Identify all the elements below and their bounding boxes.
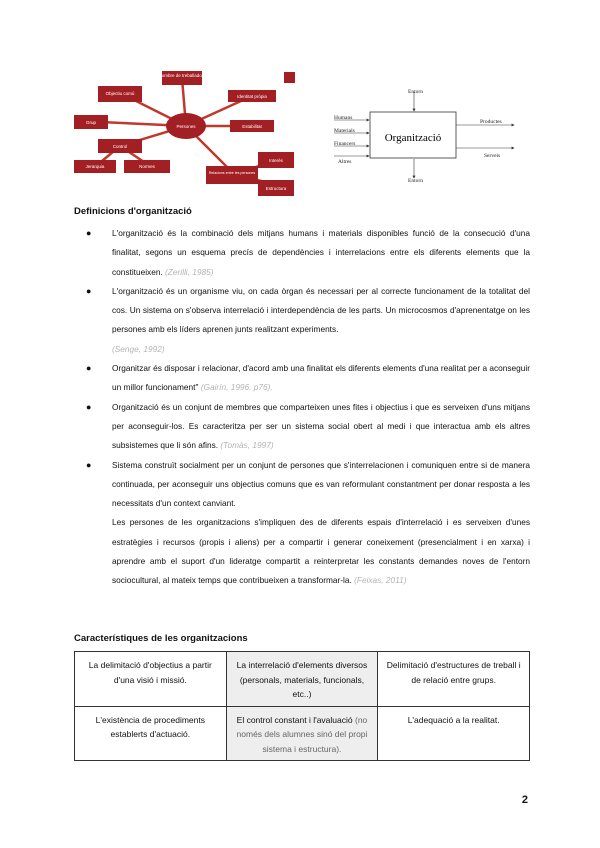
definitions-title: Definicions d'organització — [74, 206, 192, 217]
list-item — [74, 398, 530, 456]
page-number: 2 — [521, 794, 528, 806]
definition-text: Organitzar és disposar i relacionar, d'acord amb una finalitat els diferents elements d'una realitat per a aconseguir un millor funcionament" — [112, 363, 530, 393]
bullet-icon: ● — [86, 285, 92, 296]
list-item — [74, 224, 530, 282]
definition-text: Organització és un conjunt de membres que comparteixen unes fites i objectius i que es serveixen d'uns mitjans per aconseguir-los. Es caracteritza per ser un sistema social obert al medi i que interactua amb els altres subsistemes que li són afins. — [112, 401, 530, 451]
org-output-label: Serveis — [484, 153, 501, 159]
table-cell: La delimitació d'objectius a partir d'una visió i missió. — [75, 652, 227, 707]
mindmap-diagram — [62, 62, 298, 202]
organization-diagram — [328, 86, 520, 186]
organization-label: Organització — [384, 132, 442, 144]
table-cell: La interrelació d'elements diversos (personals, materials, funcionals, etc..) — [226, 652, 378, 707]
org-environment-label: Entorn — [408, 89, 423, 95]
mindmap-node-label: Estabilitat — [242, 124, 262, 129]
bullet-icon: ● — [86, 363, 92, 374]
characteristics-title: Característiques de les organitzacions — [74, 633, 248, 644]
definition-text: L'organització és un organisme viu, on cada òrgan és necessari per al correcte funcionament de la totalitat del cos. Un sistema on s'observa interrelació i interdependència de les parts. Un microcosmos d'aprenentatge on les persones amb els líders aprenen junts realitzant experiments. — [112, 285, 530, 335]
org-input-label: Humans — [334, 115, 353, 121]
mindmap-node-label: Nombre de treballadors — [158, 73, 206, 78]
org-output-label: Productes — [480, 119, 502, 125]
list-item — [74, 456, 530, 591]
mindmap-node-label: Grup — [85, 120, 97, 125]
list-item — [74, 359, 530, 398]
citation: (Zerilli, 1985) — [165, 266, 214, 277]
mindmap-node-label: Identitat pròpia — [237, 94, 267, 99]
mindmap-center-label: Persones — [176, 124, 196, 129]
table-row — [75, 652, 530, 707]
mindmap-node-label: Estructura — [265, 186, 287, 191]
table-cell: Delimitació d'estructures de treball i de relació entre grups. — [378, 652, 530, 707]
cell-note: (no només dels alumnes sinó del propi sistema i estructura). — [236, 714, 368, 754]
mindmap-node-label: Interès — [269, 158, 283, 163]
definition-text: Les persones de les organitzacions s'impliquen des de diferents espais d'interrelació i es serveixen d'unes estratègies i recursos (propis i aliens) per a compartir i generar coneixement (presencialment i en xarxa) i aprendre amb el suport d'un lideratge compartit a reinterpretar les constants demandes noves de l'entorn sociocultural, al mateix temps que contribueixen a transformar-la. — [112, 517, 530, 586]
table-cell: L'adequació a la realitat. — [378, 706, 530, 761]
table-row — [75, 706, 530, 761]
mindmap-node-label: Jerarquia — [85, 164, 105, 169]
cell-text: El control constant i l'avaluació — [236, 714, 353, 725]
definition-text: Sistema construït socialment per un conjunt de persones que s'interrelacionen i comuniquen entre si de manera continuada, per aconseguir uns objectius comuns que es van reformulant constantment per donar resposta a les necessitats d'un context canviant. — [112, 459, 530, 509]
citation: (Feixas, 2011) — [354, 575, 407, 586]
bullet-icon: ● — [86, 401, 92, 412]
table-cell — [226, 706, 378, 761]
citation: (Senge, 1992) — [112, 343, 165, 354]
org-input-label: Altres — [338, 159, 352, 165]
characteristics-table — [74, 651, 530, 761]
citation: (Tomàs, 1997) — [220, 440, 274, 451]
mindmap-node-label: Normes — [139, 164, 155, 169]
mindmap-node-label: Objectiu comú — [105, 91, 135, 96]
org-input-label: Financers — [334, 141, 356, 147]
mindmap-node-label: Control — [112, 144, 128, 149]
org-input-label: Materials — [334, 128, 355, 134]
definitions-list — [74, 224, 530, 591]
list-item — [74, 282, 530, 359]
bullet-icon: ● — [86, 459, 92, 470]
definition-text: L'organització és la combinació dels mitjans humans i materials disponibles funció de la consecució d'una finalitat, segons un esquema precís de dependències i interrelacions entre els diferents elements que la constitueixen. — [112, 228, 530, 277]
citation: (Gairín, 1996. p76). — [200, 382, 273, 393]
bullet-icon: ● — [86, 228, 92, 238]
mindmap-square — [284, 72, 295, 83]
org-environment-label: Entorn — [408, 178, 423, 184]
mindmap-node-label: Relacions entre les persones — [208, 171, 256, 175]
mindmap-node — [206, 166, 258, 184]
table-cell: L'existència de procediments establerts d'actuació. — [75, 706, 227, 761]
